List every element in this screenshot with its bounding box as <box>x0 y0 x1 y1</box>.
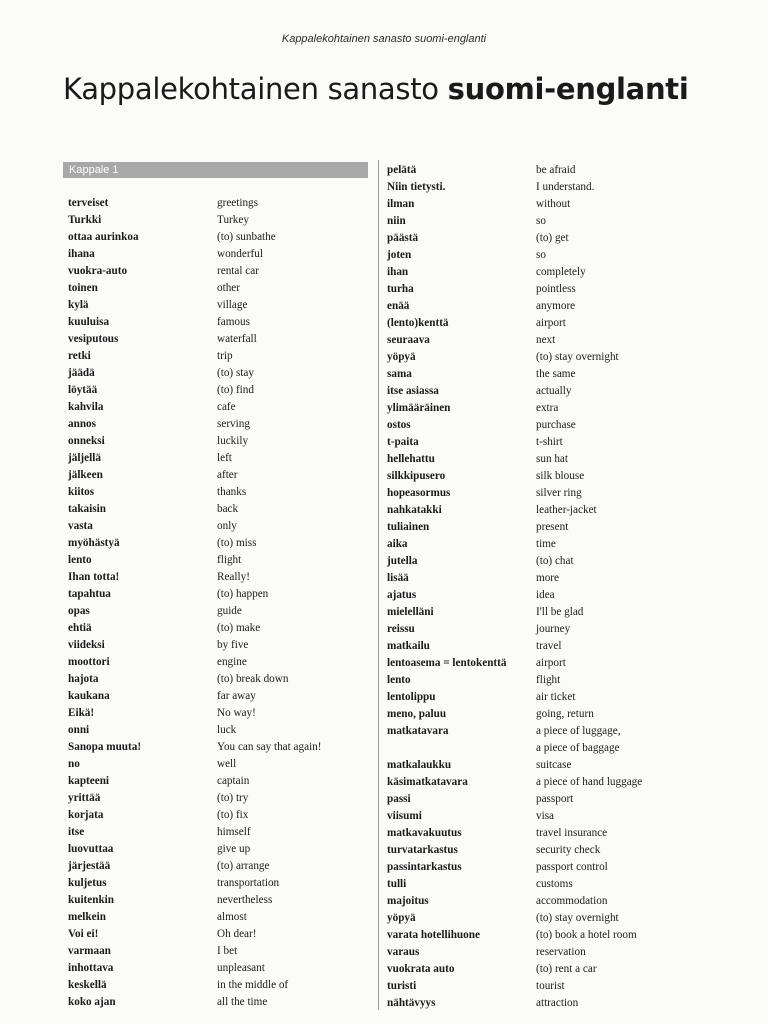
english-translation: suitcase <box>536 759 572 771</box>
english-translation: all the time <box>217 996 268 1008</box>
english-translation: customs <box>536 878 573 890</box>
finnish-word: yöpyä <box>387 912 416 924</box>
english-translation: extra <box>536 402 559 414</box>
finnish-word: melkein <box>68 911 106 923</box>
english-translation: security check <box>536 844 601 856</box>
vocab-entry <box>68 790 368 807</box>
finnish-word: majoitus <box>387 895 429 907</box>
vocab-entry <box>387 689 687 706</box>
english-translation: so <box>536 249 546 261</box>
vocab-entry <box>387 366 687 383</box>
vocab-entry <box>387 927 687 944</box>
vocab-entry <box>387 723 687 757</box>
finnish-word: hellehattu <box>387 453 435 465</box>
vocab-entry <box>68 416 368 433</box>
english-translation: by five <box>217 639 249 651</box>
finnish-word: Niin tietysti. <box>387 181 446 193</box>
vocab-entry <box>68 620 368 637</box>
vocab-entry <box>387 553 687 570</box>
finnish-word: lento <box>387 674 411 686</box>
finnish-word: kahvila <box>68 401 104 413</box>
english-translation: reservation <box>536 946 586 958</box>
english-translation: passport <box>536 793 574 805</box>
vocab-entry <box>68 552 368 569</box>
english-translation: (to) get <box>536 232 569 244</box>
vocab-entry <box>68 892 368 909</box>
finnish-word: järjestää <box>68 860 111 872</box>
english-translation: nevertheless <box>217 894 273 906</box>
page-title-bold: suomi-englanti <box>447 72 689 106</box>
english-translation: next <box>536 334 556 346</box>
vocab-entry <box>387 434 687 451</box>
english-translation: village <box>217 299 248 311</box>
vocabulary-column-right <box>387 162 687 1012</box>
vocab-entry <box>387 230 687 247</box>
vocab-entry <box>387 621 687 638</box>
finnish-word: hopeasormus <box>387 487 451 499</box>
finnish-word: tuliainen <box>387 521 430 533</box>
english-translation: wonderful <box>217 248 263 260</box>
english-translation: silver ring <box>536 487 582 499</box>
vocab-entry <box>68 977 368 994</box>
page-title <box>63 72 689 106</box>
english-translation: sun hat <box>536 453 569 465</box>
english-translation: without <box>536 198 571 210</box>
english-translation: visa <box>536 810 555 822</box>
english-translation: give up <box>217 843 251 855</box>
vocab-entry <box>68 909 368 926</box>
vocab-entry <box>68 450 368 467</box>
finnish-word: sama <box>387 368 412 380</box>
english-translation: serving <box>217 418 250 430</box>
vocab-entry <box>68 654 368 671</box>
finnish-word: takaisin <box>68 503 106 515</box>
english-translation: (to) rent a car <box>536 963 597 975</box>
finnish-word: lentolippu <box>387 691 436 703</box>
english-translation: going, return <box>536 708 594 720</box>
english-translation: be afraid <box>536 164 576 176</box>
vocab-entry <box>68 229 368 246</box>
vocab-entry <box>387 536 687 553</box>
finnish-word: turvatarkastus <box>387 844 458 856</box>
english-translation: pointless <box>536 283 576 295</box>
english-translation: Oh dear! <box>217 928 257 940</box>
english-translation: luck <box>217 724 237 736</box>
finnish-word: itse <box>68 826 85 838</box>
finnish-word: Eikä! <box>68 707 95 719</box>
vocab-entry <box>387 638 687 655</box>
vocab-entry <box>387 247 687 264</box>
english-translation: anymore <box>536 300 576 312</box>
english-translation: more <box>536 572 559 584</box>
english-translation: (to) try <box>217 792 249 804</box>
vocab-entry <box>387 842 687 859</box>
finnish-word: lentoasema = lentokenttä <box>387 657 507 669</box>
chapter-heading: Kappale 1 <box>63 162 368 178</box>
english-translation: well <box>217 758 237 770</box>
vocab-entry <box>387 281 687 298</box>
finnish-word: Sanopa muuta! <box>68 741 142 753</box>
english-translation: rental car <box>217 265 259 277</box>
vocab-entry <box>387 519 687 536</box>
vocab-entry <box>68 807 368 824</box>
finnish-word: matkalaukku <box>387 759 452 771</box>
english-translation: airport <box>536 317 566 329</box>
english-translation: No way! <box>217 707 256 719</box>
vocab-entry <box>387 451 687 468</box>
vocab-entry <box>387 825 687 842</box>
english-translation: famous <box>217 316 250 328</box>
vocab-entry <box>68 637 368 654</box>
finnish-word: ihan <box>387 266 409 278</box>
vocab-entry <box>387 774 687 791</box>
english-translation: flight <box>536 674 561 686</box>
english-translation: (to) fix <box>217 809 249 821</box>
vocab-entry <box>68 756 368 773</box>
english-translation: completely <box>536 266 586 278</box>
finnish-word: onni <box>68 724 90 736</box>
vocab-entry <box>68 399 368 416</box>
vocab-entry <box>68 535 368 552</box>
finnish-word: niin <box>387 215 406 227</box>
english-translation: tourist <box>536 980 565 992</box>
vocab-entry <box>68 348 368 365</box>
english-translation: I bet <box>217 945 238 957</box>
vocab-entry <box>68 195 368 212</box>
english-translation: a piece of luggage, a piece of baggage <box>536 725 621 754</box>
vocab-entry <box>68 569 368 586</box>
vocab-entry <box>68 212 368 229</box>
vocab-entry <box>387 876 687 893</box>
english-translation: transportation <box>217 877 280 889</box>
english-translation: You can say that again! <box>217 741 322 753</box>
finnish-word: inhottava <box>68 962 114 974</box>
vocab-entry <box>387 791 687 808</box>
finnish-word: tulli <box>387 878 407 890</box>
vocab-entry <box>387 655 687 672</box>
finnish-word: koko ajan <box>68 996 116 1008</box>
vocab-entry <box>387 995 687 1012</box>
finnish-word: joten <box>387 249 412 261</box>
finnish-word: lisää <box>387 572 409 584</box>
finnish-word: matkatavara <box>387 725 449 737</box>
vocab-entry <box>68 246 368 263</box>
vocab-entry <box>68 365 368 382</box>
finnish-word: luovuttaa <box>68 843 114 855</box>
finnish-word: pelätä <box>387 164 417 176</box>
finnish-word: nahkatakki <box>387 504 442 516</box>
english-translation: (to) break down <box>217 673 289 685</box>
vocab-entry <box>68 926 368 943</box>
finnish-word: ajatus <box>387 589 417 601</box>
vocab-entry <box>68 280 368 297</box>
vocab-entry <box>387 808 687 825</box>
finnish-word: passi <box>387 793 411 805</box>
vocab-entry <box>68 603 368 620</box>
english-translation: travel insurance <box>536 827 608 839</box>
english-translation: actually <box>536 385 572 397</box>
english-translation: (to) arrange <box>217 860 270 872</box>
vocab-entry <box>387 485 687 502</box>
english-translation: the same <box>536 368 576 380</box>
vocab-entry <box>387 502 687 519</box>
finnish-word: varmaan <box>68 945 111 957</box>
vocab-entry <box>68 484 368 501</box>
english-translation: (to) make <box>217 622 261 634</box>
finnish-word: päästä <box>387 232 419 244</box>
finnish-word: yrittää <box>68 792 101 804</box>
finnish-word: vuokra-auto <box>68 265 128 277</box>
english-translation: almost <box>217 911 247 923</box>
vocab-entry <box>387 400 687 417</box>
english-translation: waterfall <box>217 333 257 345</box>
vocab-entry <box>387 944 687 961</box>
vocab-entry <box>387 604 687 621</box>
english-translation: engine <box>217 656 247 668</box>
finnish-word: ehtiä <box>68 622 92 634</box>
vocab-entry <box>387 672 687 689</box>
vocab-entry <box>68 518 368 535</box>
english-translation: guide <box>217 605 242 617</box>
finnish-word: löytää <box>68 384 98 396</box>
running-head: Kappalekohtainen sanasto suomi-englanti <box>281 33 487 45</box>
vocab-entry <box>68 331 368 348</box>
vocab-entry <box>387 910 687 927</box>
english-translation: thanks <box>217 486 247 498</box>
english-translation: flight <box>217 554 242 566</box>
vocab-entry <box>387 978 687 995</box>
finnish-word: kiitos <box>68 486 95 498</box>
english-translation: (to) sunbathe <box>217 231 276 243</box>
finnish-word: kuljetus <box>68 877 107 889</box>
finnish-word: varata hotellihuone <box>387 929 480 941</box>
finnish-word: kuitenkin <box>68 894 115 906</box>
english-translation: passport control <box>536 861 608 873</box>
english-translation: (to) miss <box>217 537 257 549</box>
finnish-word: matkailu <box>387 640 430 652</box>
vocab-entry <box>68 739 368 756</box>
finnish-word: hajota <box>68 673 99 685</box>
english-translation: idea <box>536 589 555 601</box>
english-translation: time <box>536 538 556 550</box>
finnish-word: reissu <box>387 623 415 635</box>
vocab-entry <box>68 858 368 875</box>
english-translation: greetings <box>217 197 259 209</box>
english-translation: (to) find <box>217 384 254 396</box>
vocab-entry <box>387 264 687 281</box>
vocab-entry <box>387 859 687 876</box>
finnish-word: enää <box>387 300 410 312</box>
vocab-entry <box>387 332 687 349</box>
vocab-entry <box>387 213 687 230</box>
vocab-entry <box>68 773 368 790</box>
finnish-word: myöhästyä <box>68 537 120 549</box>
vocab-entry <box>68 382 368 399</box>
finnish-word: Voi ei! <box>68 928 99 940</box>
english-translation: (to) stay overnight <box>536 351 619 363</box>
vocab-entry <box>387 757 687 774</box>
finnish-word: kuuluisa <box>68 316 110 328</box>
vocab-entry <box>387 570 687 587</box>
english-translation: accommodation <box>536 895 608 907</box>
finnish-word: ylimääräinen <box>387 402 451 414</box>
english-translation: t-shirt <box>536 436 563 448</box>
english-translation: attraction <box>536 997 579 1009</box>
finnish-word: no <box>68 758 80 770</box>
vocab-entry <box>68 688 368 705</box>
vocab-entry <box>387 315 687 332</box>
english-translation: silk blouse <box>536 470 585 482</box>
finnish-word: tapahtua <box>68 588 111 600</box>
finnish-word: jutella <box>387 555 418 567</box>
page-title-regular: Kappalekohtainen sanasto <box>63 72 448 106</box>
vocab-entry <box>387 383 687 400</box>
finnish-word: turha <box>387 283 414 295</box>
vocab-entry <box>68 705 368 722</box>
column-divider <box>378 160 379 1010</box>
finnish-word: jäädä <box>68 367 95 379</box>
vocab-entry <box>387 349 687 366</box>
finnish-word: turisti <box>387 980 417 992</box>
vocab-entry <box>68 297 368 314</box>
english-translation: captain <box>217 775 250 787</box>
finnish-word: ilman <box>387 198 415 210</box>
finnish-word: varaus <box>387 946 420 958</box>
finnish-word: seuraava <box>387 334 430 346</box>
finnish-word: vasta <box>68 520 93 532</box>
finnish-word: nähtävyys <box>387 997 436 1009</box>
vocab-entry <box>68 314 368 331</box>
finnish-word: (lento)kenttä <box>387 317 449 329</box>
english-translation: airport <box>536 657 566 669</box>
english-translation: in the middle of <box>217 979 289 991</box>
finnish-word: silkkipusero <box>387 470 446 482</box>
english-translation: trip <box>217 350 233 362</box>
finnish-word: viideksi <box>68 639 105 651</box>
vocab-entry <box>68 824 368 841</box>
finnish-word: meno, paluu <box>387 708 447 720</box>
finnish-word: ostos <box>387 419 411 431</box>
vocab-entry <box>68 671 368 688</box>
finnish-word: onneksi <box>68 435 105 447</box>
finnish-word: kylä <box>68 299 89 311</box>
finnish-word: retki <box>68 350 91 362</box>
english-translation: left <box>217 452 232 464</box>
english-translation: (to) chat <box>536 555 574 567</box>
vocab-entry <box>68 433 368 450</box>
finnish-word: moottori <box>68 656 110 668</box>
vocab-entry <box>68 501 368 518</box>
vocab-entry <box>387 468 687 485</box>
english-translation: present <box>536 521 569 533</box>
finnish-word: terveiset <box>68 197 109 209</box>
vocab-entry <box>68 943 368 960</box>
finnish-word: passintarkastus <box>387 861 462 873</box>
finnish-word: vuokrata auto <box>387 963 455 975</box>
vocab-entry <box>387 893 687 910</box>
english-translation: a piece of hand luggage <box>536 776 643 788</box>
finnish-word: viisumi <box>387 810 422 822</box>
english-translation: Really! <box>217 571 250 583</box>
finnish-word: ihana <box>68 248 95 260</box>
english-translation: so <box>536 215 546 227</box>
english-translation: cafe <box>217 401 236 413</box>
vocab-entry <box>68 960 368 977</box>
finnish-word: vesiputous <box>68 333 119 345</box>
english-translation: luckily <box>217 435 249 447</box>
vocab-entry <box>387 706 687 723</box>
english-translation: unpleasant <box>217 962 265 974</box>
finnish-word: t-paita <box>387 436 419 448</box>
finnish-word: kaukana <box>68 690 110 702</box>
vocab-entry <box>68 841 368 858</box>
vocab-entry <box>68 586 368 603</box>
finnish-word: korjata <box>68 809 104 821</box>
finnish-word: mielelläni <box>387 606 434 618</box>
finnish-word: jäljellä <box>68 452 101 464</box>
vocab-entry <box>68 875 368 892</box>
english-translation: air ticket <box>536 691 576 703</box>
english-translation: (to) stay overnight <box>536 912 619 924</box>
english-translation: back <box>217 503 239 515</box>
vocab-entry <box>387 961 687 978</box>
english-translation: I'll be glad <box>536 606 584 618</box>
english-translation: travel <box>536 640 562 652</box>
finnish-word: itse asiassa <box>387 385 439 397</box>
finnish-word: ottaa aurinkoa <box>68 231 139 243</box>
english-translation: himself <box>217 826 251 838</box>
vocab-entry <box>387 196 687 213</box>
vocab-entry <box>387 298 687 315</box>
vocab-entry <box>68 263 368 280</box>
finnish-word: matkavakuutus <box>387 827 462 839</box>
vocab-entry <box>68 467 368 484</box>
finnish-word: toinen <box>68 282 98 294</box>
finnish-word: opas <box>68 605 90 617</box>
english-translation: purchase <box>536 419 576 431</box>
finnish-word: jälkeen <box>68 469 103 481</box>
vocab-entry <box>387 417 687 434</box>
finnish-word: aika <box>387 538 408 550</box>
english-translation: (to) happen <box>217 588 269 600</box>
english-translation: I understand. <box>536 181 595 193</box>
english-translation: (to) stay <box>217 367 254 379</box>
finnish-word: käsimatkatavara <box>387 776 468 788</box>
vocab-entry <box>68 994 368 1011</box>
finnish-word: yöpyä <box>387 351 416 363</box>
english-translation: only <box>217 520 237 532</box>
finnish-word: kapteeni <box>68 775 110 787</box>
finnish-word: lento <box>68 554 92 566</box>
vocab-entry <box>68 722 368 739</box>
english-translation: other <box>217 282 240 294</box>
finnish-word: annos <box>68 418 96 430</box>
english-translation: leather-jacket <box>536 504 597 516</box>
vocab-entry <box>387 179 687 196</box>
finnish-word: Ihan totta! <box>68 571 120 583</box>
vocab-entry <box>387 162 687 179</box>
finnish-word: keskellä <box>68 979 107 991</box>
english-translation: after <box>217 469 238 481</box>
english-translation: (to) book a hotel room <box>536 929 637 941</box>
vocab-entry <box>387 587 687 604</box>
english-translation: journey <box>536 623 571 635</box>
vocabulary-column-left <box>68 195 368 1011</box>
english-translation: far away <box>217 690 256 702</box>
english-translation: Turkey <box>217 214 249 226</box>
finnish-word: Turkki <box>68 214 102 226</box>
